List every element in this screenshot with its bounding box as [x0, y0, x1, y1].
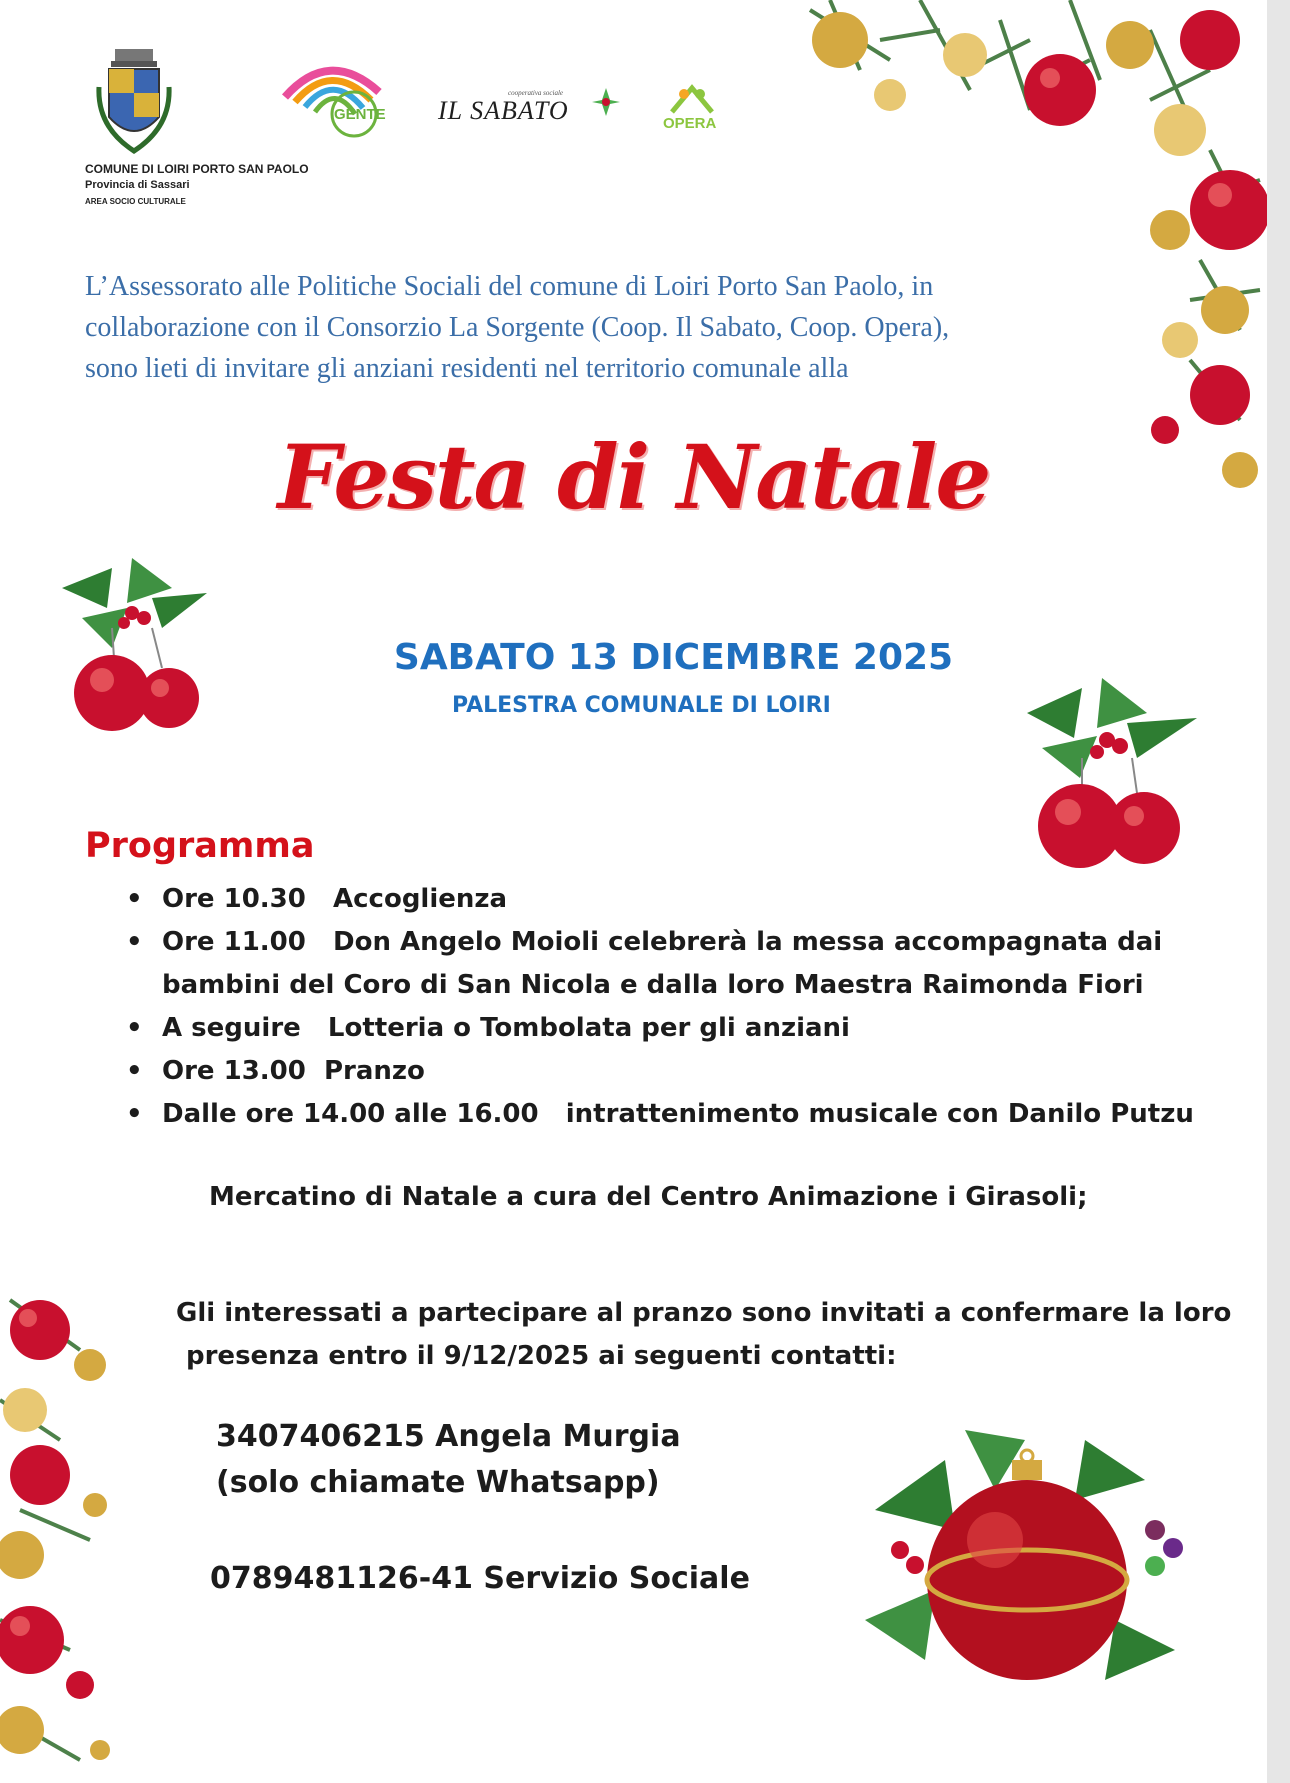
- bullet-icon: •: [126, 884, 143, 914]
- program-heading: Programma: [85, 826, 315, 866]
- rsvp-line-2: presenza entro il 9/12/2025 ai seguenti contatti:: [186, 1341, 897, 1371]
- event-venue: PALESTRA COMUNALE DI LOIRI: [452, 693, 831, 718]
- opera-logo-text: OPERA: [663, 115, 717, 132]
- program-item: [120, 921, 1180, 964]
- program-item-text: bambini del Coro di San Nicola e dalla loro Maestra Raimonda Fiori: [162, 970, 1144, 1000]
- intro-paragraph: [85, 266, 1205, 389]
- sabato-logo-subtitle: cooperativa sociale: [508, 89, 564, 97]
- christmas-market-note: Mercatino di Natale a cura del Centro Animazione i Girasoli;: [209, 1182, 1088, 1212]
- municipality-name: COMUNE DI LOIRI PORTO SAN PAOLO: [85, 162, 309, 176]
- program-list: [120, 878, 1194, 1136]
- program-item-text: Ore 11.00 Don Angelo Moioli celebrerà la messa accompagnata dai: [162, 927, 1163, 957]
- contact-phone-2: 0789481126-41 Servizio Sociale: [210, 1561, 750, 1596]
- bullet-icon: •: [126, 927, 143, 957]
- intro-line-1: L’Assessorato alle Politiche Sociali del comune di Loiri Porto San Paolo, in: [85, 271, 934, 302]
- program-item: [120, 878, 1180, 921]
- program-item: [120, 1007, 1180, 1050]
- gente-logo-icon: [279, 52, 389, 142]
- program-item: [120, 1093, 1194, 1136]
- coat-of-arms-icon: [93, 47, 175, 157]
- contact-phone-1: 3407406215 Angela Murgia: [216, 1419, 681, 1454]
- program-item-text: Ore 10.30 Accoglienza: [162, 884, 508, 914]
- rsvp-notice: [176, 1292, 1231, 1378]
- event-date: SABATO 13 DICEMBRE 2025: [393, 637, 954, 678]
- page-edge: [1267, 0, 1290, 1783]
- leaf-icon: [590, 86, 622, 118]
- province-name: Provincia di Sassari: [85, 179, 190, 191]
- program-item-continuation: [120, 964, 1180, 1007]
- rsvp-line-1: Gli interessati a partecipare al pranzo sono invitati a confermare la loro: [176, 1298, 1232, 1328]
- sabato-logo-text: IL SABATO: [438, 96, 569, 125]
- bullet-icon: •: [126, 1056, 143, 1086]
- program-item-text: A seguire Lotteria o Tombolata per gli anziani: [162, 1013, 850, 1043]
- bullet-icon: •: [126, 1099, 143, 1129]
- intro-line-3: sono lieti di invitare gli anziani residenti nel territorio comunale alla: [85, 353, 849, 384]
- program-item-text: Ore 13.00 Pranzo: [162, 1056, 425, 1086]
- event-title: Festa di Natale: [277, 425, 990, 529]
- intro-line-2: collaborazione con il Consorzio La Sorgente (Coop. Il Sabato, Coop. Opera),: [85, 312, 950, 343]
- ornament-bauble-bottom-right: [855, 1420, 1205, 1710]
- gente-logo-text: GENTE: [334, 106, 386, 123]
- holly-ornament-right: [1012, 668, 1207, 873]
- bullet-icon: •: [126, 1013, 143, 1043]
- contact-phone-1-note: (solo chiamate Whatsapp): [216, 1465, 660, 1500]
- christmas-garland-bottom-left: [0, 1290, 180, 1783]
- opera-logo-icon: [668, 82, 716, 116]
- program-item-text: Dalle ore 14.00 alle 16.00 intrattenimento musicale con Danilo Putzu: [162, 1099, 1194, 1129]
- area-name: AREA SOCIO CULTURALE: [85, 197, 186, 206]
- program-item: [120, 1050, 1180, 1093]
